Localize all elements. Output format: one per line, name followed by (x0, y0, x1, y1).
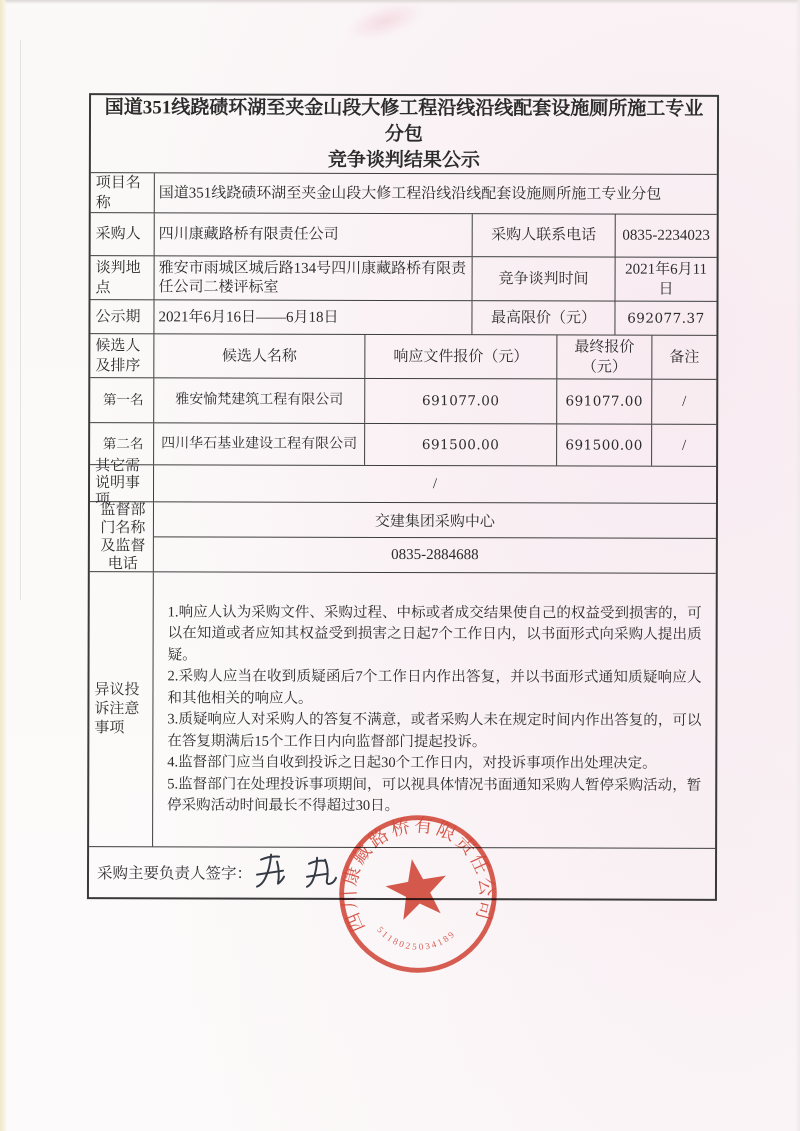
supervision-phone: 0835-2884688 (391, 546, 479, 563)
page-subtitle: 竞争谈判结果公示 (327, 149, 480, 171)
table-row-candidate-2 (90, 423, 716, 467)
candidates-header-row (90, 334, 716, 380)
candidate-2-remark: / (682, 437, 687, 454)
candidate-2-doc-price: 691500.00 (365, 424, 557, 466)
table-row-candidate-1 (90, 378, 716, 425)
project-name-value: 国道351线跷碛环湖至夹金山段大修工程沿线沿线配套设施厕所施工专业分包 (158, 184, 662, 203)
candidate-2-name: 四川华石基业建设工程有限公司 (154, 423, 365, 465)
seal-number-text: 5118025034189 (375, 924, 458, 952)
venue-label: 谈判地点 (91, 256, 155, 299)
row-objection-notice (89, 572, 716, 849)
other-notes-label: 其它需说明事项 (90, 465, 154, 501)
objection-item-2: 2.采购人应当在收到质疑函后7个工作日内作出答复，并以书面形式通知质疑响应人和其他相关的响应人。 (167, 668, 702, 707)
max-price-value: 692077.37 (627, 310, 705, 327)
candidate-1-remark: / (682, 393, 687, 410)
candidate-1-doc-price: 691077.00 (365, 379, 557, 424)
venue-value: 雅安市雨城区城后路134号四川康藏路桥有限责任公司二楼评标室 (155, 256, 473, 300)
objection-item-4: 4.监督部门应当自收到投诉之日起30个工作日内，对投诉事项作出处理决定。 (167, 754, 657, 772)
candidates-rank-header: 候选人及排序 (90, 334, 154, 377)
row-venue (91, 256, 717, 302)
signature-label: 采购主要负责人签字： (96, 865, 253, 883)
candidates-name-header: 候选人名称 (154, 334, 365, 378)
publicity-period-label: 公示期 (90, 300, 154, 333)
paper-right-edge (795, 0, 800, 1131)
candidate-2-final-price: 691500.00 (557, 424, 652, 465)
candidate-1-final-price: 691077.00 (557, 379, 652, 423)
announcement-table (87, 93, 719, 901)
negotiation-time-label: 竞争谈判时间 (473, 257, 616, 300)
purchaser-label: 采购人 (91, 213, 155, 255)
row-purchaser (91, 213, 717, 258)
purchaser-value: 四川康藏路桥有限责任公司 (155, 213, 473, 256)
other-notes-value: / (432, 476, 438, 493)
candidates-remark-header: 备注 (669, 349, 700, 366)
objection-item-5: 5.监督部门在处理投诉事项期间，可以视具体情况书面通知采购人暂停采购活动，暂停采购活动时间最长不得超过30日。 (167, 775, 702, 814)
supervision-label: 监督部门名称及监督电话 (90, 502, 154, 571)
purchaser-phone-value: 0835-2234023 (622, 227, 710, 244)
supervision-values (154, 502, 716, 572)
objection-label: 异议投诉注意事项 (89, 572, 154, 846)
project-name-label: 项目名称 (91, 173, 155, 212)
purchaser-phone-label: 采购人联系电话 (473, 214, 616, 256)
row-supervision (90, 502, 716, 574)
paper-fold-line (20, 40, 21, 600)
candidate-1-rank: 第一名 (90, 378, 154, 422)
paper-left-edge (0, 0, 7, 1131)
negotiation-time-value: 2021年6月11日 (625, 261, 708, 298)
official-red-seal (323, 799, 512, 988)
row-project-name (91, 173, 717, 215)
row-publicity-period (90, 300, 716, 336)
candidate-2-rank: 第二名 (90, 423, 154, 464)
supervision-department: 交建集团采购中心 (154, 502, 716, 538)
seal-star-icon (382, 854, 452, 922)
candidate-1-name: 雅安愉梵建筑工程有限公司 (154, 378, 365, 423)
objection-item-3: 3.质疑响应人对采购人的答复不满意，或者采购人未在规定时间内作出答复的，可以在答复期满后15个工作日内向监督部门提起投诉。 (167, 711, 702, 750)
max-price-label: 最高限价（元） (472, 301, 615, 334)
objection-items (157, 594, 712, 826)
candidates-doc-price-header: 响应文件报价（元） (365, 335, 557, 379)
row-other-notes (90, 457, 716, 508)
candidates-final-price-header: 最终报价（元） (557, 335, 652, 378)
page-title: 国道351线跷碛环湖至夹金山段大修工程沿线沿线配套设施厕所施工专业分包 (104, 96, 704, 145)
scan-smudge (342, 0, 427, 48)
objection-item-1: 1.响应人认为采购文件、采购过程、中标或者成交结果使自己的权益受到损害的，可以在知道或者应知其权益受到损害之日起7个工作日内，以书面形式向采购人提出质疑。 (167, 603, 702, 663)
title-block (91, 95, 717, 175)
publicity-period-value: 2021年6月16日——6月18日 (154, 300, 472, 334)
seal-company-text: 四川康藏路桥有限责任公司 (339, 815, 497, 935)
